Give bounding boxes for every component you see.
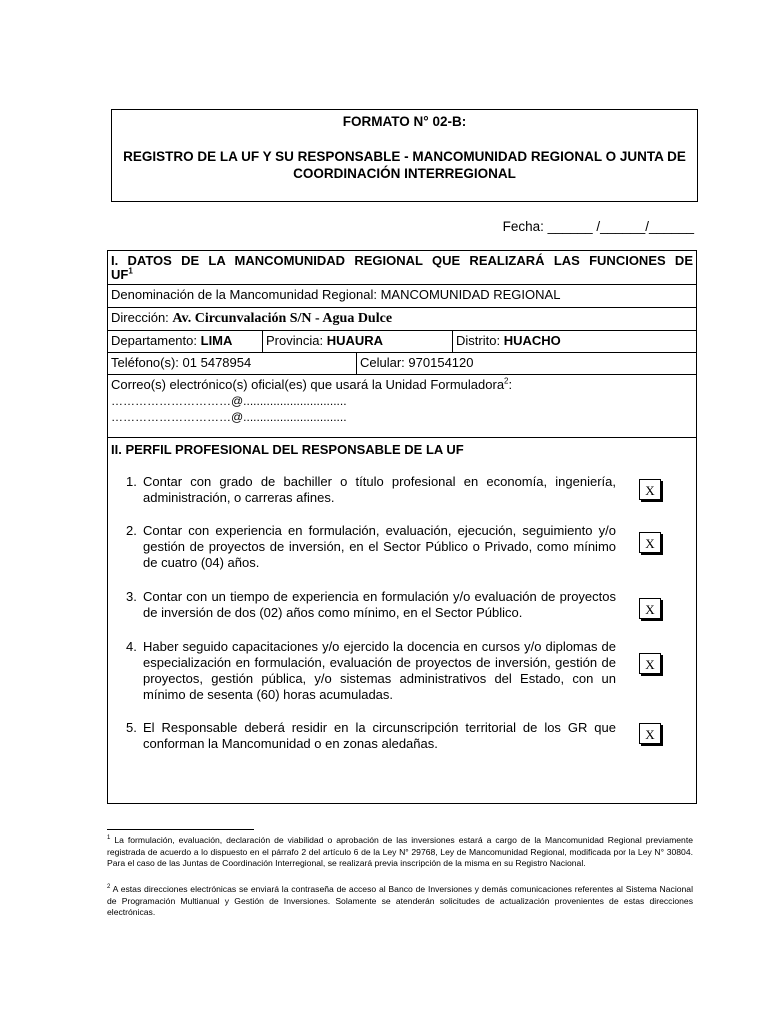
footnote-2-ref: 2 bbox=[107, 884, 111, 891]
footnote-divider bbox=[107, 829, 254, 830]
requirement-1-checkbox[interactable]: X bbox=[639, 479, 661, 500]
denominacion-row bbox=[108, 285, 696, 308]
requirement-1 bbox=[126, 474, 616, 506]
requirement-number: 5. bbox=[126, 720, 137, 735]
format-title: FORMATO N° 02-B: bbox=[342, 114, 467, 129]
provincia-label: Provincia: bbox=[266, 333, 324, 348]
form-subtitle: REGISTRO DE LA UF Y SU RESPONSABLE - MANCOMUNIDAD REGIONAL O JUNTA DE COORDINACIÓN INTERREGIONAL bbox=[123, 149, 686, 181]
provincia-value[interactable]: HUAURA bbox=[326, 333, 384, 348]
denominacion-value[interactable]: MANCOMUNIDAD REGIONAL bbox=[380, 287, 561, 302]
requirement-text: Contar con grado de bachiller o título profesional en economía, ingeniería, administración, o carreras afines. bbox=[143, 474, 616, 505]
footnote-1 bbox=[107, 835, 693, 870]
section2-heading: II. PERFIL PROFESIONAL DEL RESPONSABLE DE LA UF bbox=[111, 442, 464, 457]
section2 bbox=[108, 438, 696, 803]
section1-heading-uf: UF bbox=[111, 267, 129, 282]
distrito-value[interactable]: HUACHO bbox=[503, 333, 561, 348]
requirement-number: 4. bbox=[126, 639, 137, 654]
location-row bbox=[108, 331, 696, 353]
footnote-2 bbox=[107, 884, 693, 919]
contact-row bbox=[108, 353, 696, 375]
email-line-1[interactable]: …………………………@............................... bbox=[111, 394, 347, 408]
requirement-3 bbox=[126, 589, 616, 621]
email-row: Correo(s) electrónico(s) oficial(es) que usará la Unidad Formuladora$^2$: …………………………@............................... …………………………@............................... bbox=[108, 375, 696, 438]
direccion-label: Dirección: bbox=[111, 310, 169, 325]
requirement-number: 3. bbox=[126, 589, 137, 604]
departamento-label: Departamento: bbox=[111, 333, 197, 348]
section1-heading bbox=[108, 251, 696, 285]
telefono-label: Teléfono(s): bbox=[111, 355, 179, 370]
footnote-1-ref: 1 bbox=[107, 835, 111, 842]
direccion-value[interactable]: Av. Circunvalación S/N - Agua Dulce bbox=[172, 311, 393, 326]
requirement-5 bbox=[126, 720, 616, 752]
form-title-box bbox=[111, 109, 698, 202]
footnote-1-text: La formulación, evaluación, declaración de viabilidad o aprobación de las inversiones estará a cargo de la Mancomunidad Regional previamente registrada de acuerdo a lo dispuesto en el párrafo 2 del artículo 6 de la Ley N° 29768, Ley de Mancomunidad Regional, modificada por la Ley N° 30804. Para el caso de las Juntas de Coordinación Interregional, se realizará previa inscripción de la misma en su Registro Nacional. bbox=[107, 835, 694, 868]
requirement-4 bbox=[126, 639, 616, 703]
distrito-label: Distrito: bbox=[456, 333, 501, 348]
footnote-ref-2: 2 bbox=[504, 376, 509, 386]
direccion-row bbox=[108, 308, 696, 331]
celular-label: Celular: bbox=[360, 355, 405, 370]
requirement-text: Contar con experiencia en formulación, evaluación, ejecución, seguimiento y/o gestión de proyectos de inversión, en el Sector Público o Privado, como mínimo de cuatro (04) años. bbox=[143, 523, 616, 570]
requirement-4-checkbox[interactable]: X bbox=[639, 653, 661, 674]
requirement-text: Contar con un tiempo de experiencia en formulación y/o evaluación de proyectos de inversión de dos (02) años como mínimo, en el Sector Público. bbox=[143, 589, 616, 620]
departamento-value[interactable]: LIMA bbox=[200, 333, 233, 348]
footnote-ref-1: 1 bbox=[128, 266, 133, 276]
form-frame bbox=[107, 250, 697, 804]
denominacion-label: Denominación de la Mancomunidad Regional: bbox=[111, 287, 377, 302]
email-line-2[interactable]: …………………………@............................... bbox=[111, 410, 347, 424]
requirement-3-checkbox[interactable]: X bbox=[639, 598, 661, 619]
requirement-2-checkbox[interactable]: X bbox=[639, 532, 661, 553]
date-field[interactable]: Fecha: ______ /______/______ bbox=[502, 219, 694, 234]
telefono-value[interactable]: 01 5478954 bbox=[182, 355, 252, 370]
correo-label: Correo(s) electrónico(s) oficial(es) que usará la Unidad Formuladora bbox=[111, 377, 505, 392]
requirement-text: El Responsable deberá residir en la circunscripción territorial de los GR que conforman la Mancomunidad o en zonas aledañas. bbox=[143, 720, 616, 751]
requirement-number: 2. bbox=[126, 523, 137, 538]
footnote-2-text: A estas direcciones electrónicas se enviará la contraseña de acceso al Banco de Inversiones y demás comunicaciones referentes al Sistema Nacional de Programación Multianual y Gestión de Inversiones. Solamente se atenderán solicitudes de actualización provenientes de estas direcciones electrónicas. bbox=[107, 884, 693, 917]
celular-value[interactable]: 970154120 bbox=[408, 355, 474, 370]
section1-heading-text: I. DATOS DE LA MANCOMUNIDAD REGIONAL QUE REALIZARÁ LAS FUNCIONES DE bbox=[111, 253, 693, 268]
requirement-2 bbox=[126, 523, 616, 571]
requirement-number: 1. bbox=[126, 474, 137, 489]
requirement-text: Haber seguido capacitaciones y/o ejercido la docencia en cursos y/o diplomas de especialización en formulación, evaluación de proyectos de inversión, gestión de proyectos, gestión pública, y/o sistemas administrativos del Estado, con un mínimo de sesenta (60) horas acumuladas. bbox=[143, 639, 616, 702]
requirement-5-checkbox[interactable]: X bbox=[639, 723, 661, 744]
